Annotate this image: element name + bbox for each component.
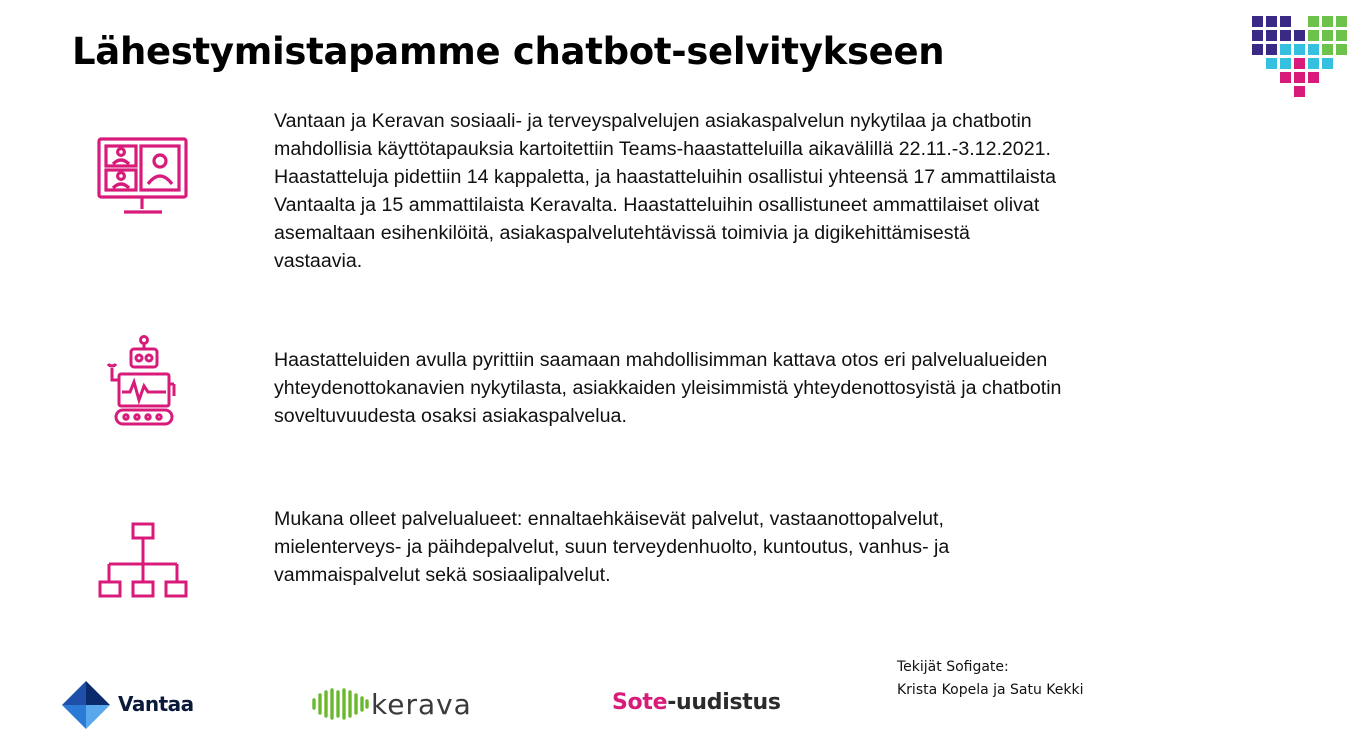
text-line: Vantaalta ja 15 ammattilaista Keravalta. Haastatteluihin osallistuneet ammattilaiset olivat [274, 194, 1040, 216]
vantaa-logo-text: Vantaa [118, 692, 194, 716]
vantaa-logo-icon [60, 679, 112, 731]
paragraph-service-areas [274, 505, 1234, 589]
text-line: soveltuvuudesta osaksi asiakaspalvelua. [274, 405, 627, 427]
hierarchy-icon [98, 522, 190, 600]
kerava-logo-text: kerava [371, 688, 472, 721]
text-line: Vantaan ja Keravan sosiaali- ja terveyspalvelujen asiakaspalvelun nykytilaa ja chatbotin [274, 110, 1032, 132]
text-line: asemaltaan esihenkilöitä, asiakaspalvelutehtävissä toimivia ja digikehittämisestä [274, 222, 970, 244]
paragraph-interviews [274, 107, 1234, 275]
text-line: vastaavia. [274, 250, 363, 272]
text-line: mielenterveys- ja päihdepalvelut, suun terveydenhuolto, kuntoutus, vanhus- ja [274, 536, 950, 558]
sote-logo-rest: -uudistus [667, 690, 781, 715]
sote-uudistus-logo [612, 690, 781, 715]
grid-heart-logo [1250, 14, 1350, 98]
text-line: Mukana olleet palvelualueet: ennaltaehkäisevät palvelut, vastaanottopalvelut, [274, 508, 944, 530]
video-meeting-icon [96, 136, 190, 218]
paragraph-goal [274, 346, 1234, 430]
text-line: mahdollisia käyttötapauksia kartoitettiin Teams-haastatteluilla aikavälillä 22.11.-3.12.2021. [274, 138, 1051, 160]
text-line: yhteydenottokanavien nykytilasta, asiakkaiden yleisimmistä yhteydenottosyistä ja chatbotin [274, 377, 1062, 399]
text-line: Haastatteluiden avulla pyrittiin saamaan mahdollisimman kattava otos eri palvelualueiden [274, 349, 1048, 371]
sote-logo-accent: Sote [612, 690, 668, 715]
credits [897, 656, 1084, 702]
credits-line-1: Tekijät Sofigate: [897, 659, 1009, 675]
text-line: vammaispalvelut sekä sosiaalipalvelut. [274, 564, 611, 586]
text-line: Haastatteluja pidettiin 14 kappaletta, ja haastatteluihin osallistui yhteensä 17 ammattilaista [274, 166, 1057, 188]
page-title: Lähestymistapamme chatbot-selvitykseen [72, 30, 945, 73]
kerava-logo-icon [311, 688, 369, 720]
robot-icon [104, 334, 180, 428]
credits-line-2: Krista Kopela ja Satu Kekki [897, 682, 1084, 698]
